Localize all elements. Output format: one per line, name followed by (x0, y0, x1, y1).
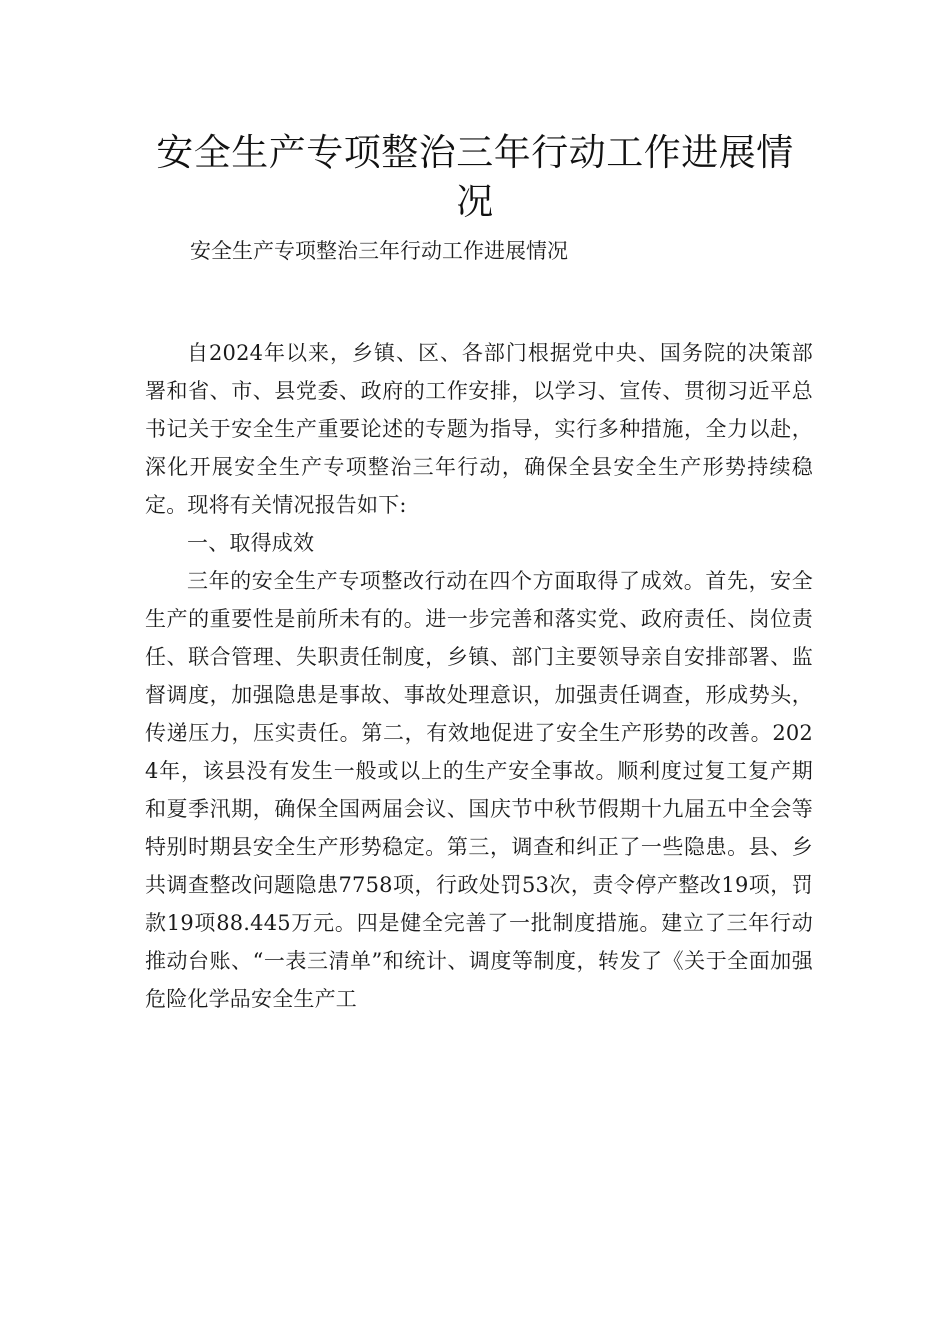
section-heading-achievements: 一、取得成效 (187, 531, 315, 555)
paragraph-achievements: 三年的安全生产专项整改行动在四个方面取得了成效。首先，安全生产的重要性是前所未有的。进一步完善和落实党、政府责任、岗位责任、联合管理、失职责任制度，乡镇、部门主要领导亲自安排部署、监督调度，加强隐患是事故、事故处理意识，加强责任调查，形成势头，传递压力，压实责任。第二，有效地促进了安全生产形势的改善。2024年，该县没有发生一般或以上的生产安全事故。顺利度过复工复产期和夏季汛期，确保全国两届会议、国庆节中秋节假期十九届五中全会等特别时期县安全生产形势稳定。第三，调查和纠正了一些隐患。县、乡共调查整改问题隐患7758项，行政处罚53次，责令停产整改19项，罚款19项88.445万元。四是健全完善了一批制度措施。建立了三年行动推动台账、“一表三清单”和统计、调度等制度，转发了《关于全面加强危险化学品安全生产工 (145, 569, 813, 1011)
paragraph-intro: 自2024年以来，乡镇、区、各部门根据党中央、国务院的决策部署和省、市、县党委、政府的工作安排，以学习、宣传、贯彻习近平总书记关于安全生产重要论述的专题为指导，实行多种措施，全力以赴，深化开展安全生产专项整治三年行动，确保全县安全生产形势持续稳定。现将有关情况报告如下: (145, 341, 813, 517)
document-subtitle: 安全生产专项整治三年行动工作进展情况 (190, 239, 568, 263)
document-body (145, 334, 813, 1319)
document-title: 安全生产专项整治三年行动工作进展情况 (156, 131, 794, 223)
